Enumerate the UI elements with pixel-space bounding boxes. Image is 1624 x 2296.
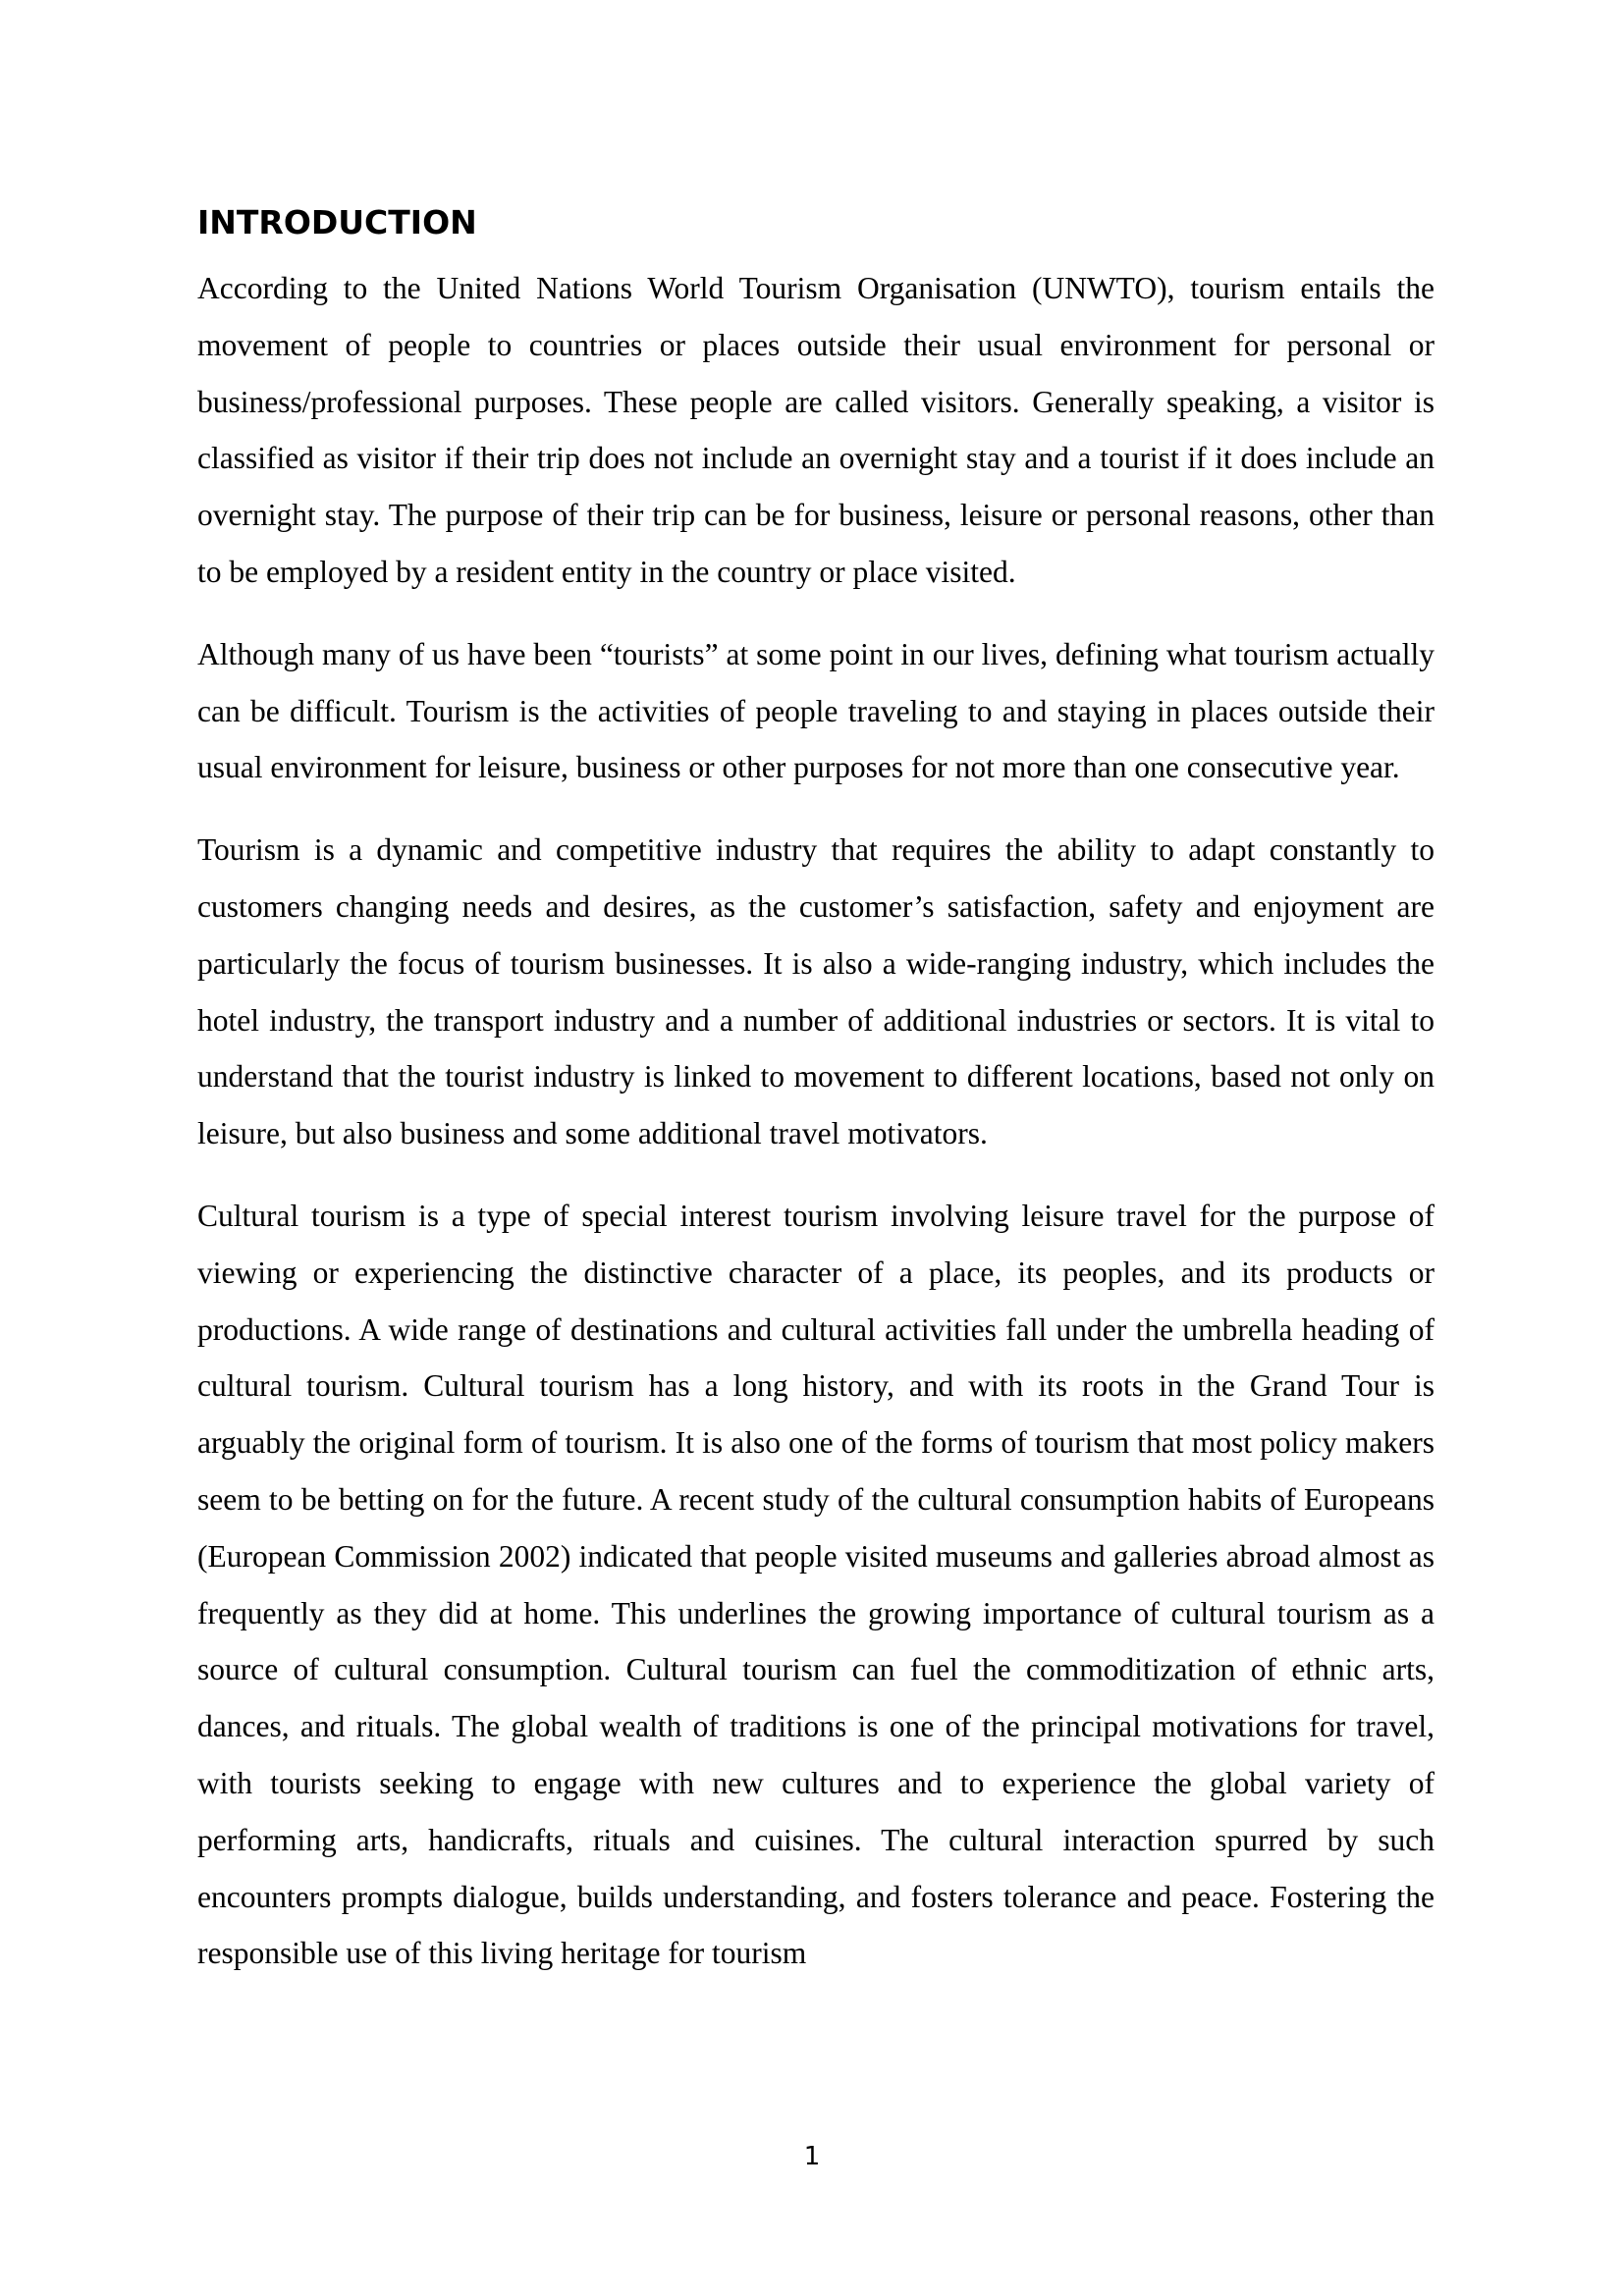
- page-content: [197, 199, 1435, 2007]
- paragraph-cultural-tourism: Cultural tourism is a type of special interest tourism involving leisure travel for the purpose of viewing or experiencing the distinctive character of a place, its peoples, and its products or productions. A wide range of destinations and cultural activities fall under the umbrella heading of cultural tourism. Cultural tourism has a long history, and with its roots in the Grand Tour is arguably the original form of tourism. It is also one of the forms of tourism that most policy makers seem to be betting on for the future. A recent study of the cultural consumption habits of Europeans (European Commission 2002) indicated that people visited museums and galleries abroad almost as frequently as they did at home. This underlines the growing importance of cultural tourism as a source of cultural consumption. Cultural tourism can fuel the commoditization of ethnic arts, dances, and rituals. The global wealth of traditions is one of the principal motivations for travel, with tourists seeking to engage with new cultures and to experience the global variety of performing arts, handicrafts, rituals and cuisines. The cultural interaction spurred by such encounters prompts dialogue, builds understanding, and fosters tolerance and peace. Fostering the responsible use of this living heritage for tourism: [197, 1198, 1435, 1971]
- paragraph-unwto-definition: According to the United Nations World Tourism Organisation (UNWTO), tourism entails the movement of people to countries or places outside their usual environment for personal or business/professional purposes. These people are called visitors. Generally speaking, a visitor is classified as visitor if their trip does not include an overnight stay and a tourist if it does include an overnight stay. The purpose of their trip can be for business, leisure or personal reasons, other than to be employed by a resident entity in the country or place visited.: [197, 271, 1435, 589]
- section-heading: INTRODUCTION: [197, 203, 477, 241]
- page-number: 1: [803, 2142, 821, 2171]
- paragraph-defining-tourism: Although many of us have been “tourists” at some point in our lives, defining what tourism actually can be difficult. Tourism is the activities of people traveling to and staying in places outside their usual environment for leisure, business or other purposes for not more than one consecutive year.: [197, 636, 1435, 785]
- paragraph-tourism-industry: Tourism is a dynamic and competitive industry that requires the ability to adapt constantly to customers changing needs and desires, as the customer’s satisfaction, safety and enjoyment are particularly the focus of tourism businesses. It is also a wide-ranging industry, which includes the hotel industry, the transport industry and a number of additional industries or sectors. It is vital to understand that the tourist industry is linked to movement to different locations, based not only on leisure, but also business and some additional travel motivators.: [197, 832, 1435, 1151]
